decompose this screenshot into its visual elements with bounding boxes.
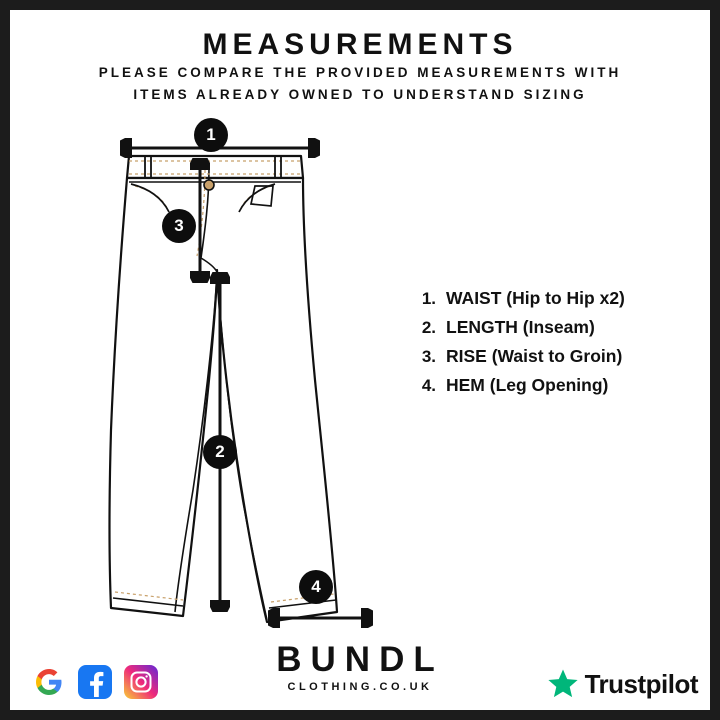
callout-badge-hem: 4 [299,570,333,604]
callout-badge-waist: 1 [194,118,228,152]
legend-label: HEM (Leg Opening) [446,375,609,395]
legend-item-length [408,317,698,338]
subtitle-line-2: ITEMS ALREADY OWNED TO UNDERSTAND SIZING [133,87,587,102]
subtitle-line-1: PLEASE COMPARE THE PROVIDED MEASUREMENTS WITH [98,65,622,80]
page-title: MEASUREMENTS [202,28,518,61]
callout-badge-rise: 3 [162,209,196,243]
legend-item-hem [408,375,698,396]
measurement-card [10,10,710,710]
callout-badge-length: 2 [203,435,237,469]
legend-number: 3. [421,347,436,366]
brand-domain: CLOTHING.CO.UK [287,681,433,693]
legend-number: 4. [421,376,436,395]
trustpilot-badge[interactable] [547,668,698,700]
brand-name: BUNDL [276,640,444,679]
legend-number: 2. [421,318,436,337]
social-links [32,665,158,699]
page-subtitle [10,62,710,106]
trustpilot-label: Trustpilot [584,668,698,699]
instagram-icon[interactable] [124,665,158,699]
legend-label: WAIST (Hip to Hip x2) [446,288,625,308]
legend-item-waist [408,288,698,309]
legend-number: 1. [421,289,436,308]
trustpilot-star-icon [547,668,579,700]
legend-item-rise [408,346,698,367]
facebook-icon[interactable] [78,665,112,699]
measurement-legend [408,288,698,404]
google-icon[interactable] [32,665,66,699]
legend-label: LENGTH (Inseam) [446,317,595,337]
hem-measure-arrow [268,608,373,628]
legend-label: RISE (Waist to Groin) [446,346,623,366]
jeans-diagram [105,130,395,630]
